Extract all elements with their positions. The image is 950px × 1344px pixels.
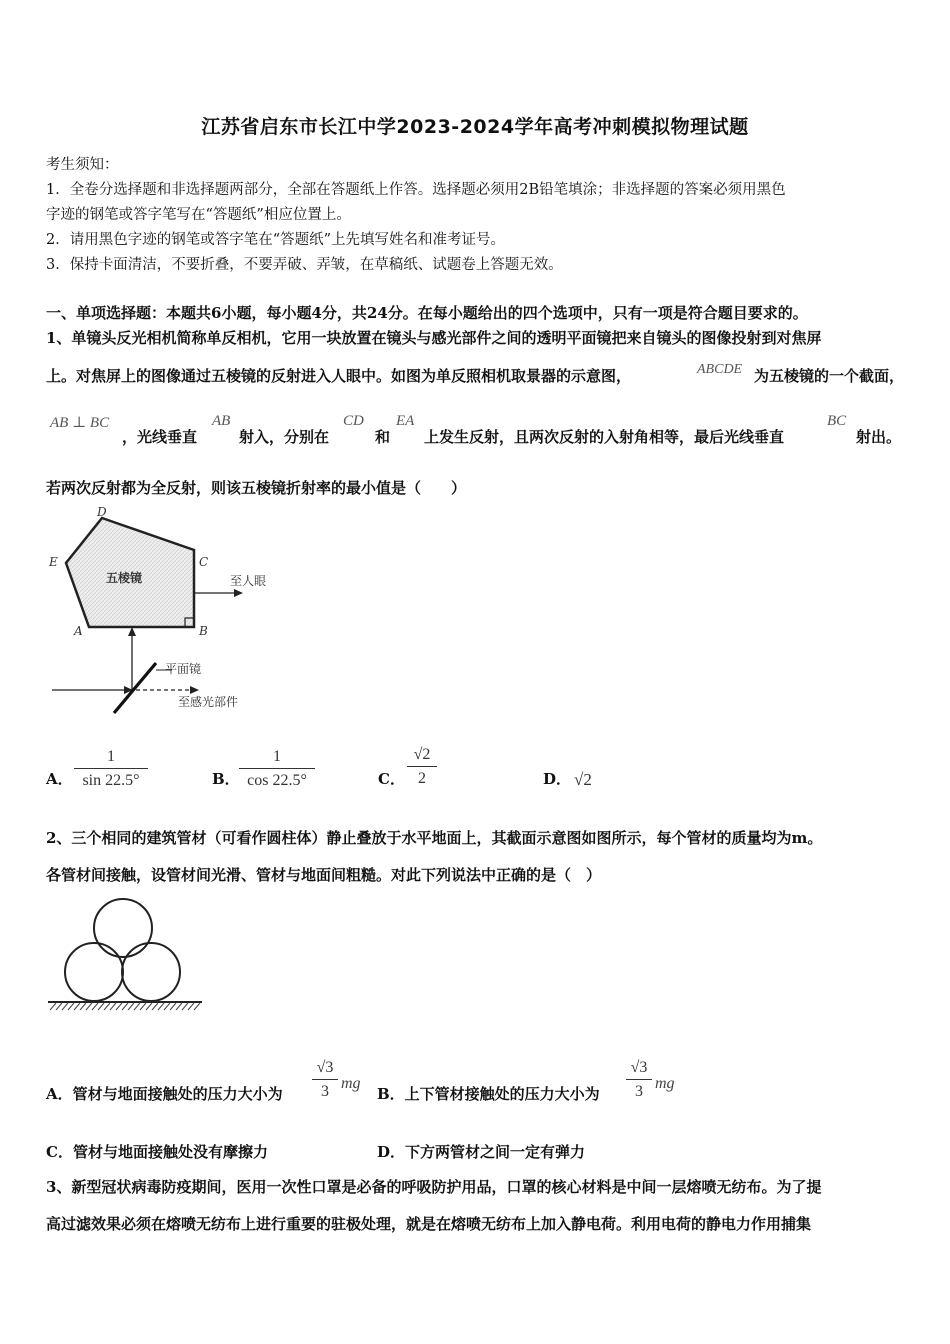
q2-option-b-num: √3 <box>630 1059 648 1076</box>
vertex-d-label: D <box>97 505 107 519</box>
q1-option-d-value: √2 <box>574 770 592 789</box>
arrow-right-icon <box>190 686 199 694</box>
plane-mirror <box>114 663 156 713</box>
q1-line1: 1、单镜头反光相机简称单反相机，它用一块放置在镜头与感光部件之间的透明平面镜把来自镜头的图像投射到对焦屏 <box>46 329 822 347</box>
eye-label: 至人眼 <box>230 574 267 588</box>
pentaprism-figure <box>44 500 284 720</box>
q1-option-c-num: √2 <box>413 746 431 763</box>
q2-option-a-fraction <box>312 1058 338 1102</box>
q1-option-c-label: C． <box>378 770 405 788</box>
sensor-label: 至感光部件 <box>178 695 239 709</box>
vertex-c-label: C <box>199 555 209 569</box>
arrow-up-icon <box>128 627 136 636</box>
q1-line3b: 射入，分别在 <box>239 428 330 446</box>
q1-option-d-label: D． <box>543 770 572 788</box>
vertex-a-label: A <box>74 624 83 638</box>
q1-math-abcde: ABCDE <box>697 362 743 377</box>
q2-line1: 2、三个相同的建筑管材（可看作圆柱体）静止叠放于水平地面上，其截面示意图如图所示，每个管材的质量均为m。 <box>46 829 823 847</box>
page-title: 江苏省启东市长江中学2023-2024学年高考冲刺模拟物理试题 <box>201 116 749 138</box>
q1-option-b-den: cos 22.5° <box>247 772 307 789</box>
notice-heading: 考生须知： <box>46 157 119 173</box>
ground-hatch <box>50 1003 200 1010</box>
notice-item: 2．请用黑色字迹的钢笔或答字笔在“答题纸”上先填写姓名和准考证号。 <box>46 232 506 248</box>
pipe-bottom-left <box>65 943 123 1001</box>
q1-line3a: ，光线垂直 <box>122 428 198 446</box>
q1-option-b-num: 1 <box>273 748 281 765</box>
q2-option-b-unit: mg <box>655 1075 675 1092</box>
vertex-e-label: E <box>49 555 58 569</box>
q1-line3e: 射出。 <box>856 428 902 446</box>
q2-option-a-num: √3 <box>316 1059 334 1076</box>
q2-option-a-den: 3 <box>321 1083 329 1100</box>
q2-option-c: C．管材与地面接触处没有摩擦力 <box>46 1143 268 1161</box>
q1-math-cd: CD <box>343 413 364 429</box>
arrow-right-icon <box>234 589 243 597</box>
q1-math-ab: AB <box>212 413 231 429</box>
q1-math-perp: AB ⊥ BC <box>50 415 110 431</box>
section-header: 一、单项选择题：本题共6小题，每小题4分，共24分。在每小题给出的四个选项中，只有一项是符合题目要求的。 <box>46 304 808 322</box>
q1-math-ea: EA <box>396 413 415 429</box>
notice-item: 1．全卷分选择题和非选择题两部分，全部在答题纸上作答。选择题必须用2B铅笔填涂；非选择题的答案必须用黑色 <box>46 182 786 198</box>
q2-line2: 各管材间接触，设管材间光滑、管材与地面间粗糙。对此下列说法中正确的是（ ） <box>46 866 602 884</box>
q2-option-a: A．管材与地面接触处的压力大小为 <box>46 1085 283 1103</box>
q2-option-d: D．下方两管材之间一定有弹力 <box>377 1143 586 1161</box>
q1-option-c-fraction <box>407 745 437 789</box>
q2-option-b-fraction <box>626 1058 652 1102</box>
pipes-figure <box>44 895 214 1015</box>
q3-line1: 3、新型冠状病毒防疫期间，医用一次性口罩是必备的呼吸防护用品，口罩的核心材料是中间一层熔喷无纺布。为了提 <box>46 1178 822 1196</box>
q1-option-a-fraction <box>74 747 148 791</box>
prism-label: 五棱镜 <box>106 571 143 585</box>
q1-option-b-label: B． <box>212 770 240 788</box>
q2-option-b-den: 3 <box>635 1083 643 1100</box>
vertex-b-label: B <box>199 624 208 638</box>
pipe-top <box>94 899 152 957</box>
q1-line3d: 上发生反射，且两次反射的入射角相等，最后光线垂直 <box>424 428 785 446</box>
q3-line2: 高过滤效果必须在熔喷无纺布上进行重要的驻极处理，就是在熔喷无纺布上加入静电荷。利用电荷的静电力作用捕集 <box>46 1215 812 1233</box>
q1-option-b-fraction <box>239 747 315 791</box>
q1-option-a-label: A． <box>46 770 73 788</box>
q2-option-b: B．上下管材接触处的压力大小为 <box>377 1085 600 1103</box>
q1-option-a-den: sin 22.5° <box>82 772 140 789</box>
q1-line3c: 和 <box>375 428 391 446</box>
pipe-bottom-right <box>122 943 180 1001</box>
mirror-label: 平面镜 <box>165 662 202 676</box>
q1-line2a: 上。对焦屏上的图像通过五棱镜的反射进入人眼中。如图为单反照相机取景器的示意图， <box>46 367 632 385</box>
q1-option-a-num: 1 <box>107 748 115 765</box>
q1-line4: 若两次反射都为全反射，则该五棱镜折射率的最小值是（ ） <box>46 479 467 497</box>
q1-option-c-den: 2 <box>418 770 426 787</box>
notice-item: 字迹的钢笔或答字笔写在“答题纸”相应位置上。 <box>46 207 351 223</box>
q1-line2b: 为五棱镜的一个截面， <box>754 367 905 385</box>
notice-item: 3．保持卡面清洁，不要折叠，不要弄破、弄皱，在草稿纸、试题卷上答题无效。 <box>46 257 563 273</box>
q1-math-bc: BC <box>827 413 847 429</box>
q2-option-a-unit: mg <box>341 1075 361 1092</box>
